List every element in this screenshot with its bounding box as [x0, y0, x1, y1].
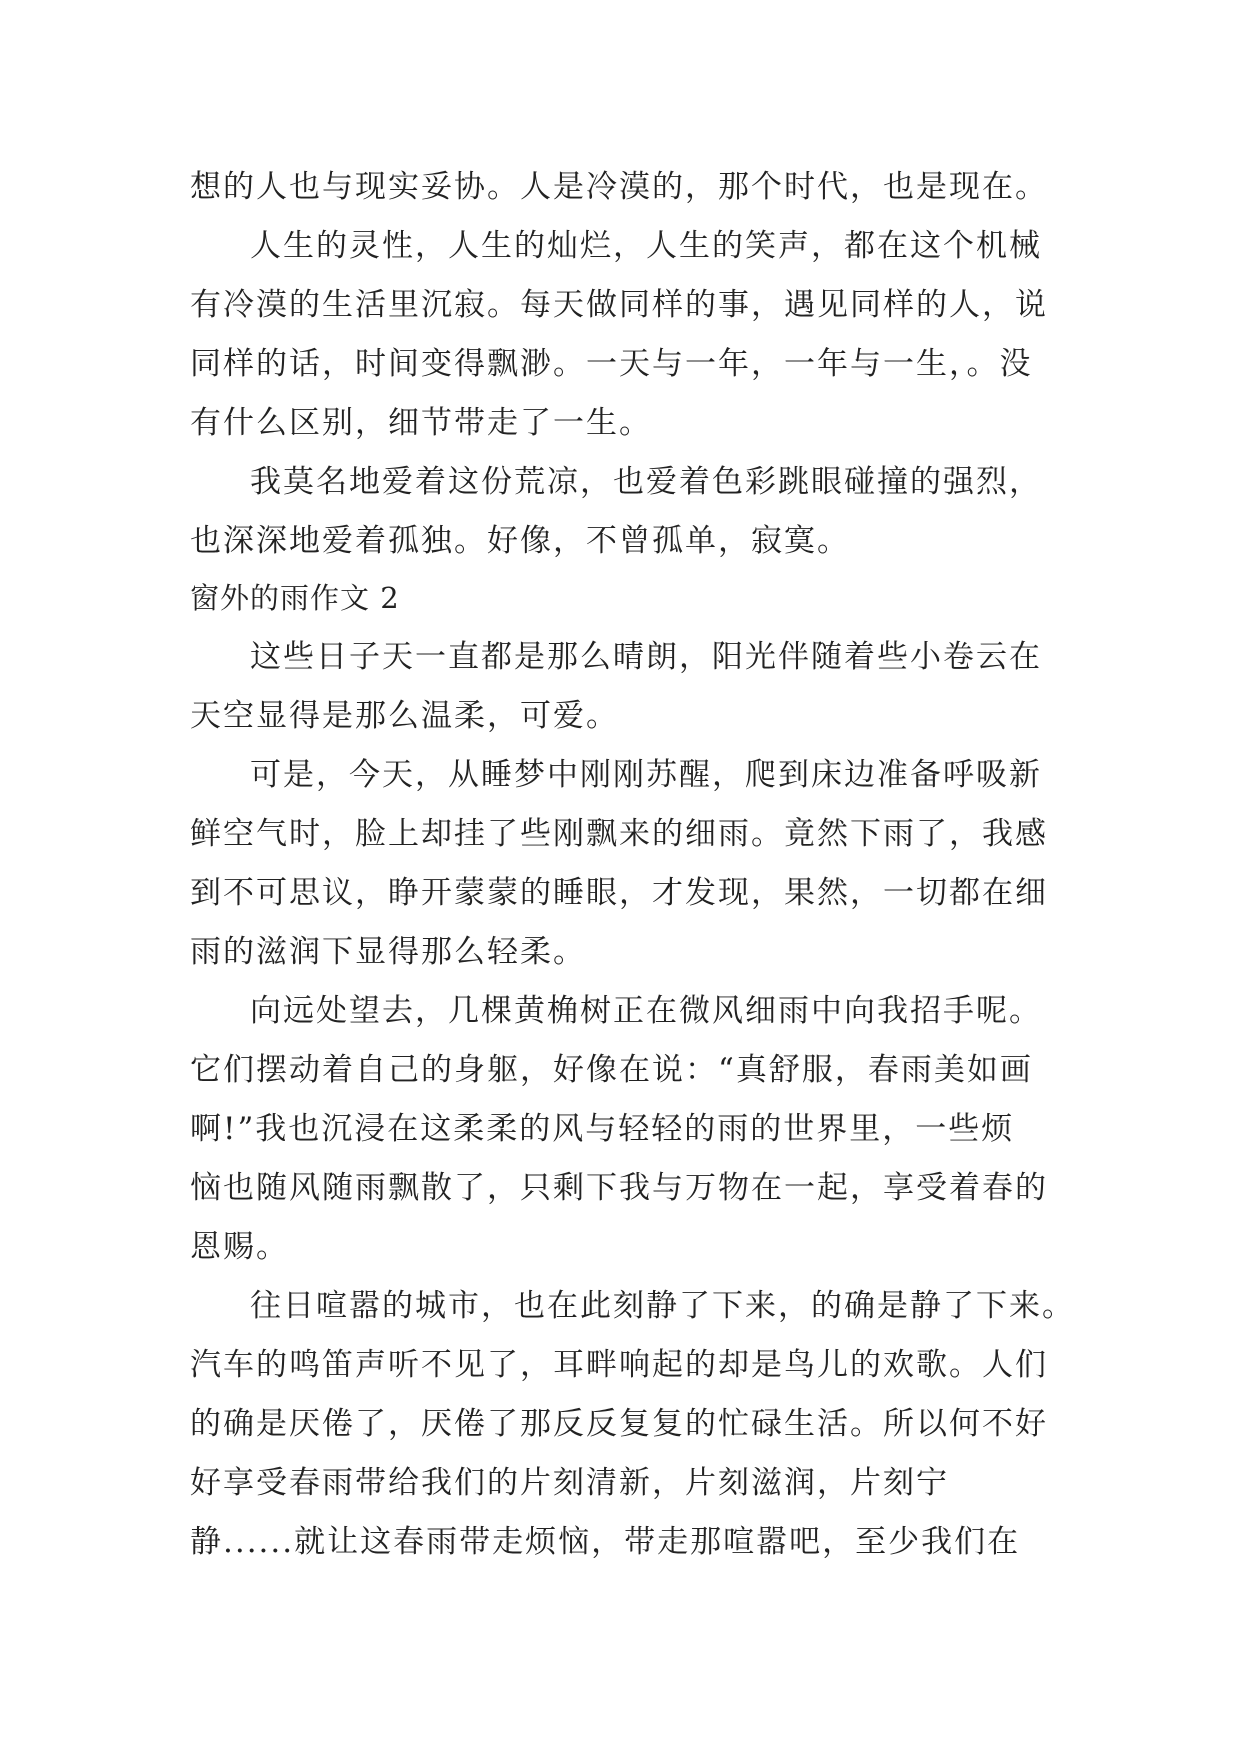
- text-line: 静......就让这春雨带走烦恼，带走那喧嚣吧，至少我们在: [190, 1524, 1021, 1560]
- paragraph-first-line: 人生的灵性，人生的灿烂，人生的笑声，都在这个机械: [250, 228, 1042, 264]
- text-line: 同样的话，时间变得飘渺。一天与一年，一年与一生，。没: [190, 346, 1033, 382]
- paragraph-first-line: 这些日子天一直都是那么晴朗，阳光伴随着些小卷云在: [250, 639, 1042, 675]
- text-line: 想的人也与现实妥协。人是冷漠的，那个时代，也是现在。: [190, 169, 1048, 205]
- text-line: 好享受春雨带给我们的片刻清新，片刻滋润，片刻宁: [190, 1465, 949, 1501]
- paragraph-first-line: 往日喧嚣的城市，也在此刻静了下来，的确是静了下来。: [250, 1288, 1075, 1324]
- text-line: 到不可思议，睁开蒙蒙的睡眼，才发现，果然，一切都在细: [190, 875, 1048, 911]
- text-line: 有什么区别，细节带走了一生。: [190, 405, 652, 441]
- text-line: 雨的滋润下显得那么轻柔。: [190, 934, 586, 970]
- section-heading: 窗外的雨作文 2: [190, 581, 400, 615]
- text-line: 它们摆动着自己的身躯，好像在说：“真舒服，春雨美如画: [190, 1052, 1033, 1088]
- text-line: 的确是厌倦了，厌倦了那反反复复的忙碌生活。所以何不好: [190, 1406, 1048, 1442]
- text-line: 有冷漠的生活里沉寂。每天做同样的事，遇见同样的人，说: [190, 287, 1048, 323]
- text-line: 汽车的鸣笛声听不见了，耳畔响起的却是鸟儿的欢歌。人们: [190, 1347, 1048, 1383]
- paragraph-first-line: 我莫名地爱着这份荒凉，也爱着色彩跳眼碰撞的强烈，: [250, 464, 1042, 500]
- text-line: 天空显得是那么温柔，可爱。: [190, 698, 619, 734]
- text-line: 也深深地爱着孤独。好像，不曾孤单，寂寞。: [190, 523, 850, 559]
- text-line: 鲜空气时，脸上却挂了些刚飘来的细雨。竟然下雨了，我感: [190, 816, 1048, 852]
- text-line: 恼也随风随雨飘散了，只剩下我与万物在一起，享受着春的: [190, 1170, 1048, 1206]
- paragraph-first-line: 可是，今天，从睡梦中刚刚苏醒，爬到床边准备呼吸新: [250, 757, 1042, 793]
- text-line: 恩赐。: [190, 1229, 289, 1265]
- paragraph-first-line: 向远处望去，几棵黄桷树正在微风细雨中向我招手呢。: [250, 993, 1042, 1029]
- text-line: 啊!”我也沉浸在这柔柔的风与轻轻的雨的世界里，一些烦: [190, 1111, 1015, 1147]
